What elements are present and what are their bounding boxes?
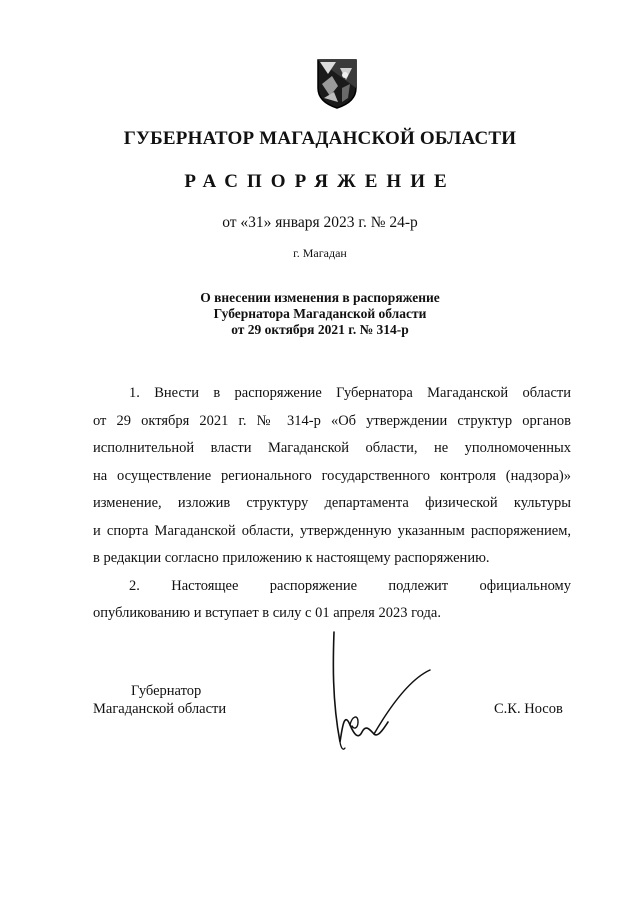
handwritten-signature-icon (328, 630, 438, 755)
signatory-title-line: Магаданской области (93, 701, 227, 717)
paragraph-1 (93, 380, 571, 573)
subject-line: от 29 октября 2021 г. № 314-р (231, 322, 409, 337)
signatory-title (93, 682, 226, 718)
issuing-authority-title: ГУБЕРНАТОР МАГАДАНСКОЙ ОБЛАСТИ (123, 128, 517, 149)
paragraph-line: 2. Настоящее распоряжение подлежит официальному (129, 577, 571, 594)
subject-line: О внесении изменения в распоряжение (200, 290, 440, 305)
paragraph-line: и спорта Магаданской области, утвержденную указанным распоряжением, (93, 522, 571, 539)
paragraph-line: от 29 октября 2021 г. № 314-р «Об утверждении структур органов (93, 412, 571, 429)
document-date-number: от «31» января 2023 г. № 24-р (222, 214, 418, 231)
signatory-name: С.К. Носов (494, 701, 563, 717)
magadan-region-coat-of-arms-icon (316, 58, 358, 110)
paragraph-2 (93, 573, 571, 628)
paragraph-line: исполнительной власти Магаданской области, не уполномоченных (93, 440, 571, 456)
document-type-title: РАСПОРЯЖЕНИЕ (184, 171, 456, 192)
signatory-title-line: Губернатор (131, 683, 202, 699)
paragraph-line: опубликованию и вступает в силу с 01 апреля 2023 года. (93, 605, 441, 621)
paragraph-line: в редакции согласно приложению к настоящему распоряжению. (93, 550, 490, 566)
subject-line: Губернатора Магаданской области (213, 306, 427, 321)
paragraph-line: 1. Внести в распоряжение Губернатора Магаданской области (129, 385, 571, 401)
document-subject (0, 290, 640, 338)
document-body (93, 380, 571, 628)
paragraph-line: изменение, изложив структуру департамента физической культуры (93, 495, 571, 511)
document-city: г. Магадан (293, 246, 347, 260)
paragraph-line: на осуществление регионального государственного контроля (надзора)» (93, 467, 571, 484)
